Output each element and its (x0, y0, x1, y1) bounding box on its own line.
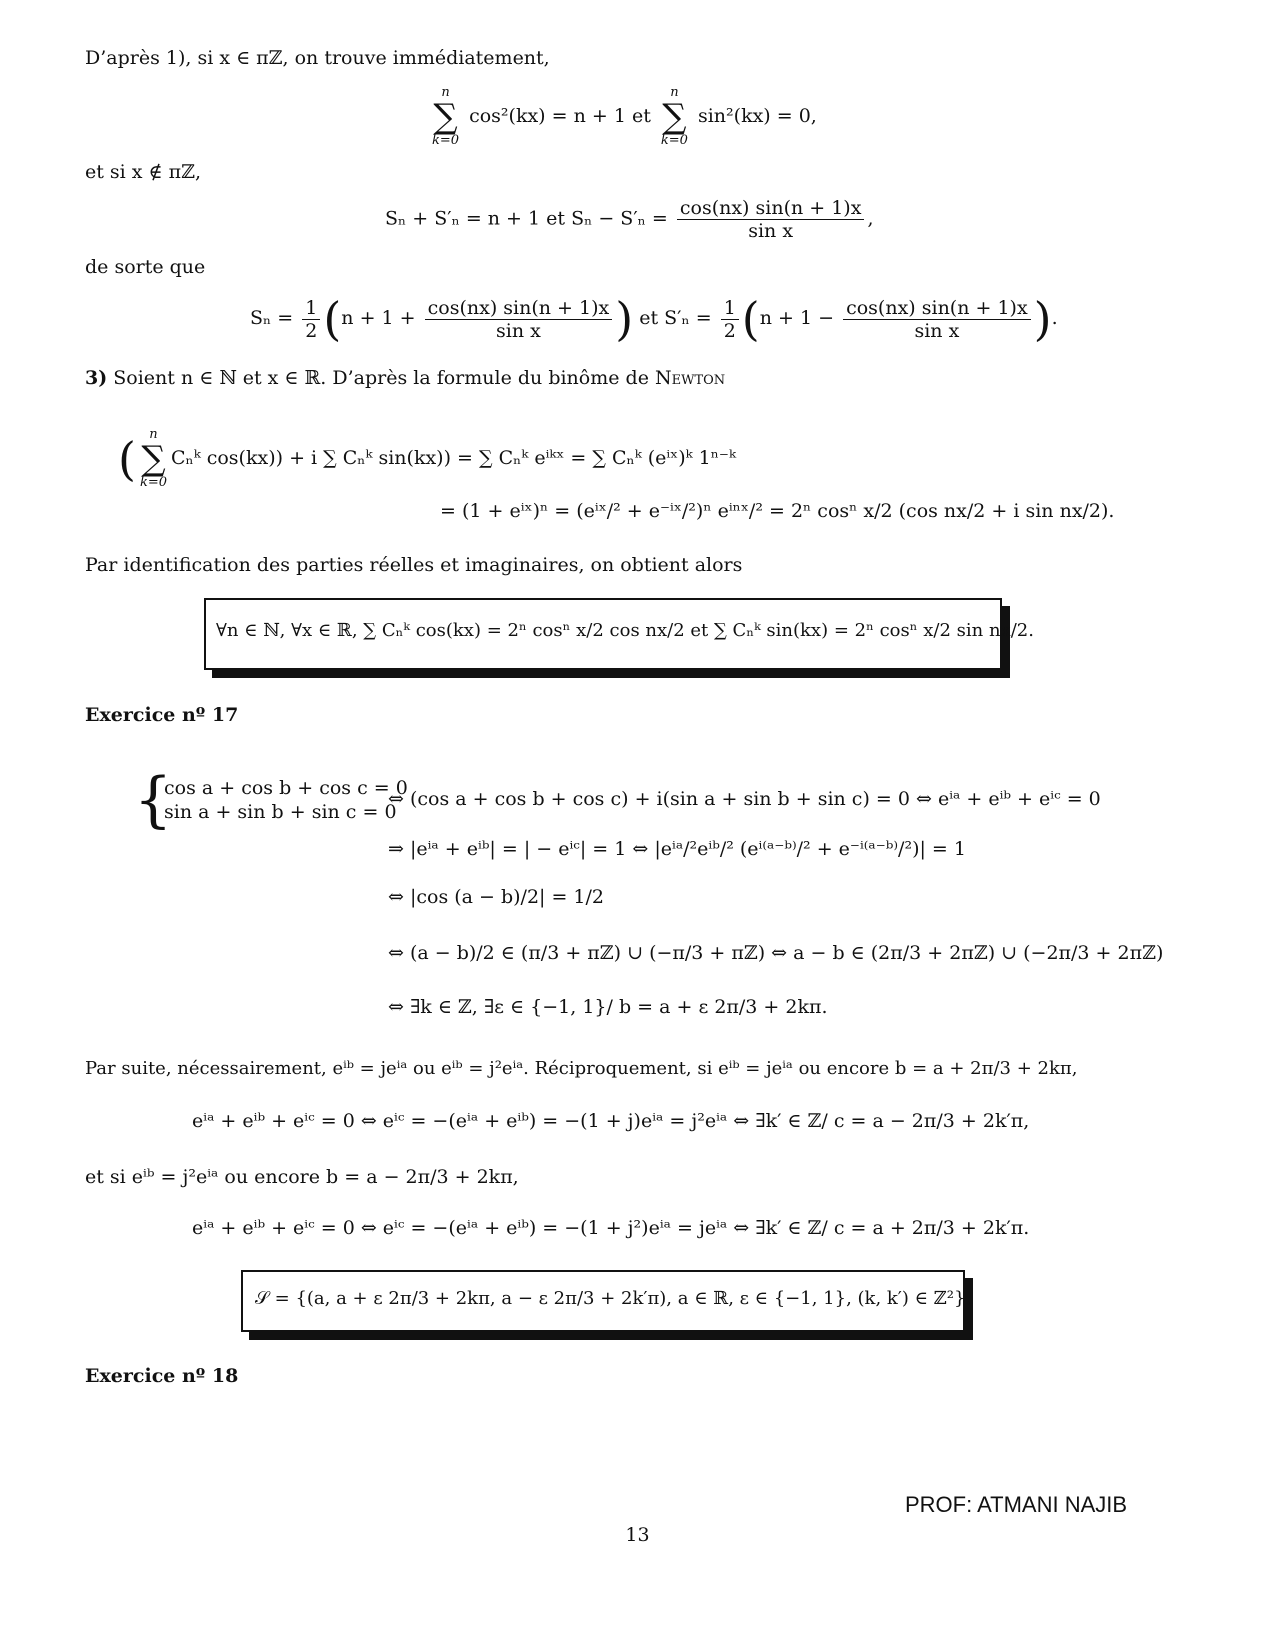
equation-text: n + 1 + (341, 307, 416, 329)
paragraph-identification: Par identification des parties réelles et imaginaires, on obtient alors (85, 554, 743, 576)
paragraph-et-si: et si eⁱᵇ = j²eⁱᵃ ou encore b = a − 2π/3 + 2kπ, (85, 1166, 519, 1188)
system-equations (164, 776, 408, 824)
result-box-2 (241, 1270, 972, 1332)
heading-exercise-17: Exercice nº 17 (85, 704, 239, 726)
equation-binomial-line1: ( n ∑ k=0 Cₙᵏ cos(kx)) + i ∑ Cₙᵏ sin(kx)) = ∑ Cₙᵏ eⁱᵏˣ = ∑ Cₙᵏ (eⁱˣ)ᵏ 1ⁿ⁻ᵏ (118, 427, 736, 490)
system-line-1: cos a + cos b + cos c = 0 (164, 777, 408, 799)
sum-symbol: n ∑ k=0 (660, 85, 688, 148)
sum-symbol: n ∑ k=0 (139, 427, 167, 490)
section-3-line (85, 366, 725, 390)
equation-text: n + 1 − (759, 307, 835, 329)
equation-left-part: cos²(kx) = n + 1 et (469, 105, 651, 127)
equation-text: Cₙᵏ cos(kx)) + i ∑ Cₙᵏ sin(kx)) = ∑ Cₙᵏ eⁱᵏˣ = ∑ Cₙᵏ (eⁱˣ)ᵏ 1ⁿ⁻ᵏ (171, 447, 736, 469)
equation-case-j2: eⁱᵃ + eⁱᵇ + eⁱᶜ = 0 ⇔ eⁱᶜ = −(eⁱᵃ + eⁱᵇ) = −(1 + j²)eⁱᵃ = jeⁱᵃ ⇔ ∃k′ ∈ ℤ/ c = a + 2π/3 + 2k′π. (192, 1217, 1030, 1239)
equation-sn-values: Sₙ = $\frac{1}{2}$ (n + 1 + $\frac{\cos(nx) \sin(n + 1)x}{\text{sin x}}$ ) et S′ₙ = $\frac{1}{2}$ (n + 1 − $\frac{\cos(nx) \sin(n + 1)x}{\text{sin x}}$ ). (250, 292, 1058, 346)
fraction: $\frac{\cos(nx) \sin(n + 1)x}{\text{sin x}}$ (677, 197, 865, 242)
fraction: $\frac{\cos(nx) \sin(n + 1)x}{\text{sin x}}$ (425, 297, 613, 342)
equation-text: Sₙ + S′ₙ = n + 1 et Sₙ − S′ₙ = (385, 207, 668, 230)
equation-sn-sum-diff: Sₙ + S′ₙ = n + 1 et Sₙ − S′ₙ = $\frac{\cos(nx) \sin(n + 1)x}{\text{sin x}}$ , (385, 197, 874, 242)
fraction-half: $\frac{1}{2}$ (302, 297, 320, 342)
section-number: 3) (85, 367, 108, 389)
equation-binomial-line2: = (1 + eⁱˣ)ⁿ = (eⁱˣ/² + e⁻ⁱˣ/²)ⁿ eⁱⁿˣ/² = 2ⁿ cosⁿ x/2 (cos nx/2 + i sin nx/2). (440, 500, 1115, 522)
equation-text: et S′ₙ = (639, 307, 712, 329)
solution-set: 𝒮 = {(a, a + ε 2π/3 + 2kπ, a − ε 2π/3 + 2k′π), a ∈ ℝ, ε ∈ {−1, 1}, (k, k′) ∈ ℤ²}. (255, 1288, 972, 1309)
section-text: Soient n ∈ ℕ et x ∈ ℝ. D’après la formule du binôme de (113, 367, 649, 389)
ex17-line-2: ⇒ |eⁱᵃ + eⁱᵇ| = | − eⁱᶜ| = 1 ⇔ |eⁱᵃ/²eⁱᵇ/² (eⁱ⁽ᵃ⁻ᵇ⁾/² + e⁻ⁱ⁽ᵃ⁻ᵇ⁾/²)| = 1 (388, 838, 966, 860)
ex17-line-3: ⇔ |cos (a − b)/2| = 1/2 (388, 886, 605, 908)
system-brace: { (134, 765, 173, 835)
equation-case-j: eⁱᵃ + eⁱᵇ + eⁱᶜ = 0 ⇔ eⁱᶜ = −(eⁱᵃ + eⁱᵇ) = −(1 + j)eⁱᵃ = j²eⁱᵃ ⇔ ∃k′ ∈ ℤ/ c = a − 2π/3 + 2k′π, (192, 1110, 1030, 1132)
result-formula: ∀n ∈ ℕ, ∀x ∈ ℝ, ∑ Cₙᵏ cos(kx) = 2ⁿ cosⁿ x/2 cos nx/2 et ∑ Cₙᵏ sin(kx) = 2ⁿ cosⁿ x/2 sin nx/2. (216, 620, 1034, 641)
system-line-2: sin a + sin b + sin c = 0 (164, 801, 397, 823)
paragraph-intro: D’après 1), si x ∈ πℤ, on trouve immédiatement, (85, 47, 550, 69)
author-name: Newton (655, 367, 726, 389)
paragraph-not-in-pi-z: et si x ∉ πℤ, (85, 161, 202, 183)
equation-sum-squares (428, 86, 817, 148)
heading-exercise-18: Exercice nº 18 (85, 1365, 239, 1387)
ex17-line-4: ⇔ (a − b)/2 ∈ (π/3 + πℤ) ∪ (−π/3 + πℤ) ⇔ a − b ∈ (2π/3 + 2πℤ) ∪ (−2π/3 + 2πℤ) (388, 942, 1164, 964)
paragraph-de-sorte: de sorte que (85, 256, 206, 278)
footer-author: PROF: ATMANI NAJIB (905, 1492, 1128, 1517)
result-box-1 (204, 598, 1034, 670)
sum-symbol: n ∑ k=0 (432, 85, 460, 148)
equation-text: Sₙ = (250, 307, 294, 329)
ex17-line-1: ⇔ (cos a + cos b + cos c) + i(sin a + sin b + sin c) = 0 ⇔ eⁱᵃ + eⁱᵇ + eⁱᶜ = 0 (388, 788, 1101, 810)
equation-right-part: sin²(kx) = 0, (697, 105, 817, 127)
paragraph-par-suite: Par suite, nécessairement, eⁱᵇ = jeⁱᵃ ou eⁱᵇ = j²eⁱᵃ. Réciproquement, si eⁱᵇ = jeⁱᵃ ou encore b = a + 2π/3 + 2kπ, (85, 1058, 1078, 1079)
fraction: $\frac{\cos(nx) \sin(n + 1)x}{\text{sin x}}$ (843, 297, 1031, 342)
fraction-half: $\frac{1}{2}$ (721, 297, 739, 342)
page-number: 13 (625, 1524, 650, 1546)
ex17-line-5: ⇔ ∃k ∈ ℤ, ∃ε ∈ {−1, 1}/ b = a + ε 2π/3 + 2kπ. (388, 996, 828, 1018)
